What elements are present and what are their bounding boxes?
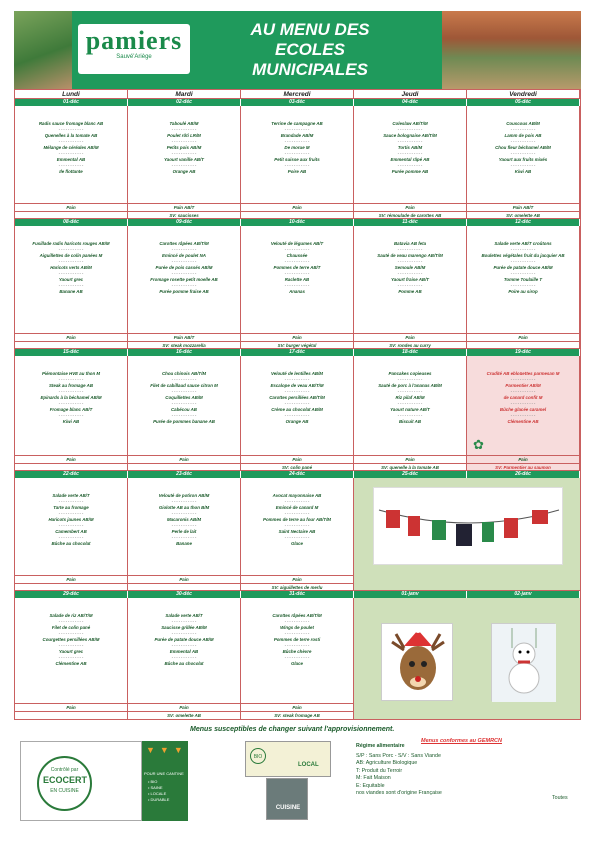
school-photo	[442, 11, 581, 89]
separator: - - - - - - - - - - -	[58, 655, 84, 659]
menu-item: Chou fleur béchamel AB/M	[495, 145, 551, 150]
veggie-alt-row: SV: steak fromage AB	[241, 711, 354, 719]
date-bar: 29-déc	[15, 591, 128, 598]
bread-row: Pain	[128, 703, 241, 711]
menu-item: Aiguillettes de colin panées M	[39, 253, 103, 258]
menu-cell	[241, 356, 354, 455]
menu-item: Epinards à la béchamel AB/M	[40, 395, 102, 400]
menu-item: Purée de patate douce AB/M	[154, 637, 214, 642]
bread-row: Pain	[241, 203, 354, 211]
separator: - - - - - - - - - - -	[397, 139, 423, 143]
separator: - - - - - - - - - - -	[171, 271, 197, 275]
legend-toutes: Toutes	[552, 795, 568, 801]
bread-row: Pain	[241, 575, 354, 583]
separator: - - - - - - - - - - -	[171, 283, 197, 287]
menu-item: Bûche au chocolat	[164, 661, 204, 666]
menu-item: Tarte au fromage	[53, 505, 89, 510]
menu-item: Saint Nectaire AB	[278, 529, 316, 534]
separator: - - - - - - - - - - -	[510, 389, 536, 393]
menu-item: Giolotte AB au thon B/M	[158, 505, 210, 510]
reindeer-image	[381, 623, 453, 701]
separator: - - - - - - - - - - -	[284, 247, 310, 251]
menu-cell	[241, 106, 354, 203]
bread-row: Pain	[467, 333, 580, 341]
menu-item: Salade de riz AB/T/M	[49, 613, 93, 618]
separator: - - - - - - - - - - -	[58, 499, 84, 503]
separator: - - - - - - - - - - -	[397, 163, 423, 167]
separator: - - - - - - - - - - -	[58, 259, 84, 263]
menu-item: Tomme Toulaille T	[503, 277, 543, 282]
veggie-alt-row	[15, 711, 128, 719]
menu-item: Pommes de terre AB/T	[273, 265, 321, 270]
veggie-alt-row: SV: quenelle à la tomate AB	[354, 463, 467, 471]
menu-cell	[128, 106, 241, 203]
separator: - - - - - - - - - - -	[171, 259, 197, 263]
menu-item: Riz pilaf AB/M	[395, 395, 425, 400]
day-header-1: Mardi	[128, 90, 241, 99]
separator: - - - - - - - - - - -	[510, 247, 536, 251]
menu-item: Purée pomme fraise AB	[159, 289, 209, 294]
separator: - - - - - - - - - - -	[510, 259, 536, 263]
separator: - - - - - - - - - - -	[284, 535, 310, 539]
date-bar: 01-janv	[354, 591, 467, 598]
separator: - - - - - - - - - - -	[284, 271, 310, 275]
change-note: Menus susceptibles de changer suivant l'approvisionnement.	[190, 726, 395, 733]
veggie-alt-row: SV: steak mozzarella	[128, 341, 241, 349]
menu-item: Tortis AB/M	[397, 145, 423, 150]
menu-item: Purée de pommes banane AB	[153, 419, 215, 424]
separator: - - - - - - - - - - -	[397, 413, 423, 417]
menu-item: Kiwi AB	[514, 169, 532, 174]
separator: - - - - - - - - - - -	[397, 283, 423, 287]
separator: - - - - - - - - - - -	[284, 643, 310, 647]
menu-item: Piémontaise HVE au thon M	[41, 371, 101, 376]
separator: - - - - - - - - - - -	[397, 247, 423, 251]
date-bar: 16-déc	[128, 349, 241, 356]
menu-item: Ananas	[289, 289, 305, 294]
separator: - - - - - - - - - - -	[58, 631, 84, 635]
separator: - - - - - - - - - - -	[171, 499, 197, 503]
menu-item: Kiwi AB	[62, 419, 80, 424]
veggie-alt-row: SV: rondes au curry	[354, 341, 467, 349]
menu-item: Fromage rosette petit moelle AB	[150, 277, 218, 282]
date-bar: 02-janv	[467, 591, 580, 598]
bread-row: Pain	[15, 455, 128, 463]
ecocert-badge: Contrôlé par ECOCERT EN CUISINE	[20, 741, 142, 821]
menu-item: Sauce bolognaise AB/T/M	[383, 133, 437, 138]
bread-row: Pain	[128, 455, 241, 463]
logo-name: pamiers	[85, 26, 183, 55]
menu-cell	[128, 356, 241, 455]
menu-item: Clémentine AB	[507, 419, 539, 424]
separator: - - - - - - - - - - -	[58, 643, 84, 647]
menu-item: Couscous AB/M	[506, 121, 540, 126]
separator: - - - - - - - - - - -	[510, 283, 536, 287]
menu-cell	[241, 598, 354, 703]
veggie-alt-row: SV: omelette AB	[128, 711, 241, 719]
cantine-badge: ▼▼▼ POUR UNE CANTINE • BIO • SAINE • LOCALE • DURABLE	[142, 741, 188, 821]
day-header-3: Jeudi	[354, 90, 467, 99]
menu-item: Batavia AB feta	[393, 241, 427, 246]
date-bar: 11-déc	[354, 219, 467, 226]
bread-row: Pain	[354, 455, 467, 463]
menu-item: Macaronis AB/M	[167, 517, 201, 522]
separator: - - - - - - - - - - -	[510, 139, 536, 143]
menu-item: Yaourt nature AB/T	[390, 407, 430, 412]
menu-item: Quenelles à la tomate AB	[44, 133, 98, 138]
menu-item: Raclette AB	[284, 277, 310, 282]
veggie-alt-row: SV: rémoulade de carottes AB	[354, 211, 467, 219]
separator: - - - - - - - - - - -	[171, 631, 197, 635]
menu-cell	[15, 478, 128, 575]
children-photo	[14, 11, 72, 89]
menu-item: Terrine de campagne AB	[271, 121, 323, 126]
menu-item: Radis sauce fromage blanc AB	[38, 121, 104, 126]
date-bar: 10-déc	[241, 219, 354, 226]
menu-cell	[128, 598, 241, 703]
menu-item: Orange AB	[172, 169, 196, 174]
menu-item: Yaourt grec	[58, 277, 84, 282]
date-bar: 17-déc	[241, 349, 354, 356]
day-header-4: Vendredi	[467, 90, 580, 99]
separator: - - - - - - - - - - -	[171, 511, 197, 515]
menu-item: Purée de pois cassés AB/M	[155, 265, 213, 270]
menu-item: Emmental AB	[169, 649, 199, 654]
day-header-2: Mercredi	[241, 90, 354, 99]
date-bar: 08-déc	[15, 219, 128, 226]
date-bar: 22-déc	[15, 471, 128, 478]
gemrcn-note: Menus conformes au GEMRCN	[421, 738, 502, 744]
separator: - - - - - - - - - - -	[58, 413, 84, 417]
menu-item: Glace	[291, 661, 303, 666]
menu-item: Fromage blanc AB/T	[49, 407, 93, 412]
menu-item: Carottes râpées AB/T/M	[272, 613, 322, 618]
menu-item: Petits pois AB/M	[166, 145, 202, 150]
menu-item: Purée de patate douce AB/M	[493, 265, 553, 270]
menu-item: Biscuit AB	[398, 419, 422, 424]
separator: - - - - - - - - - - -	[171, 535, 197, 539]
menu-item: Cabécou AB	[171, 407, 197, 412]
bread-row: Pain	[467, 455, 580, 463]
separator: - - - - - - - - - - -	[58, 139, 84, 143]
menu-item: Avocat mayonnaise AB	[272, 493, 322, 498]
veggie-alt-row: SV: burger végétal	[241, 341, 354, 349]
menu-cell	[128, 226, 241, 333]
menu-item: Semoule AB/M	[394, 265, 426, 270]
separator: - - - - - - - - - - -	[284, 523, 310, 527]
carrot-icon: ▼▼▼	[146, 745, 188, 755]
menu-item: Carottes persillées AB/T/M	[269, 395, 325, 400]
separator: - - - - - - - - - - -	[58, 401, 84, 405]
menu-item: Pommes de terre au four AB/T/M	[263, 517, 331, 522]
separator: - - - - - - - - - - -	[397, 271, 423, 275]
menu-item: Salade verte AB/T	[52, 493, 90, 498]
menu-item: Yaourt aux fruits mixés	[498, 157, 548, 162]
menu-cell	[15, 106, 128, 203]
separator: - - - - - - - - - - -	[171, 523, 197, 527]
menu-cell	[354, 106, 467, 203]
separator: - - - - - - - - - - -	[58, 377, 84, 381]
separator: - - - - - - - - - - -	[171, 139, 197, 143]
separator: - - - - - - - - - - -	[58, 271, 84, 275]
menu-cell	[467, 106, 580, 203]
veggie-alt-row: SV: aiguillettes de merlu	[241, 583, 354, 591]
separator: - - - - - - - - - - -	[58, 389, 84, 393]
separator: - - - - - - - - - - -	[284, 631, 310, 635]
cuisine-badge: CUISINE	[266, 778, 308, 820]
separator: - - - - - - - - - - -	[58, 511, 84, 515]
separator: - - - - - - - - - - -	[171, 127, 197, 131]
menu-item: Velouté de lentilles AB/M	[271, 371, 323, 376]
separator: - - - - - - - - - - -	[284, 259, 310, 263]
date-bar: 12-déc	[467, 219, 580, 226]
menu-item: Banane AB	[59, 289, 83, 294]
date-bar: 31-déc	[241, 591, 354, 598]
separator: - - - - - - - - - - -	[171, 163, 197, 167]
menu-item: Camembert AB	[55, 529, 87, 534]
menu-item: Lamm de pois AB	[504, 133, 542, 138]
menu-item: Chou chinois AB/T/M	[162, 371, 206, 376]
menu-item: Mélange de céréales AB/M	[43, 145, 99, 150]
separator: - - - - - - - - - - -	[397, 127, 423, 131]
separator: - - - - - - - - - - -	[58, 619, 84, 623]
bio-label: BIO	[250, 748, 266, 764]
bread-row: Pain	[354, 203, 467, 211]
date-bar: 26-déc	[467, 471, 580, 478]
separator: - - - - - - - - - - -	[58, 283, 84, 287]
menu-cell	[241, 226, 354, 333]
menu-item: Pommes de terre rosti	[273, 637, 321, 642]
date-bar: 30-déc	[128, 591, 241, 598]
menu-item: Haricots jaunes AB/M	[48, 517, 94, 522]
separator: - - - - - - - - - - -	[58, 535, 84, 539]
menu-item: Velouté de légumes AB/T	[270, 241, 324, 246]
bread-row: Pain	[241, 703, 354, 711]
separator: - - - - - - - - - - -	[171, 247, 197, 251]
page-title: AU MENU DES ECOLES MUNICIPALES	[250, 20, 370, 79]
menu-item: Coquillettes AB/M	[165, 395, 203, 400]
menu-item: Glace	[291, 541, 303, 546]
bio-local-badge	[245, 741, 331, 777]
menu-cell	[15, 226, 128, 333]
menu-item: Velouté de potiron AB/M	[158, 493, 210, 498]
separator: - - - - - - - - - - -	[284, 163, 310, 167]
menu-item: Saucisse grillée AB/M	[161, 625, 207, 630]
separator: - - - - - - - - - - -	[510, 401, 536, 405]
separator: - - - - - - - - - - -	[58, 163, 84, 167]
menu-item: Bûche au chocolat	[51, 541, 91, 546]
menu-item: Haricots verts AB/M	[50, 265, 92, 270]
separator: - - - - - - - - - - -	[510, 377, 536, 381]
menu-grid	[14, 89, 581, 720]
menu-item: Banane	[176, 541, 192, 546]
date-bar: 19-déc	[467, 349, 580, 356]
snowman-image	[491, 623, 555, 701]
separator: - - - - - - - - - - -	[397, 377, 423, 381]
menu-item: Poulet rôti LR/M	[167, 133, 201, 138]
menu-cell	[354, 226, 467, 333]
menu-item: Courgettes persillées AB/M	[42, 637, 100, 642]
separator: - - - - - - - - - - -	[284, 283, 310, 287]
menu-item: Brandade AB/M	[280, 133, 314, 138]
separator: - - - - - - - - - - -	[510, 413, 536, 417]
veggie-alt-row: SV: colin pané	[241, 463, 354, 471]
menu-item: Clémentine AB	[55, 661, 87, 666]
menu-cell	[241, 478, 354, 575]
menu-item: Filet de colin pané	[51, 625, 91, 630]
menu-item: Chaussée	[286, 253, 308, 258]
menu-item: Carottes râpées AB/T/M	[159, 241, 209, 246]
date-bar: 09-déc	[128, 219, 241, 226]
menu-item: Perle de lait	[171, 529, 197, 534]
menu-item: Emmental AB	[56, 157, 86, 162]
date-bar: 24-déc	[241, 471, 354, 478]
menu-item: de canard confit M	[503, 395, 543, 400]
separator: - - - - - - - - - - -	[58, 127, 84, 131]
menu-cell	[467, 226, 580, 333]
menu-cell	[15, 598, 128, 703]
menu-item: De morue M	[284, 145, 310, 150]
menu-item: Emincé de canard M	[275, 505, 319, 510]
date-bar: 15-déc	[15, 349, 128, 356]
separator: - - - - - - - - - - -	[171, 389, 197, 393]
logo-subtitle: Sauvé'Ariège	[116, 54, 152, 60]
separator: - - - - - - - - - - -	[397, 259, 423, 263]
menu-item: Salade verte AB/T croûtons	[494, 241, 552, 246]
menu-item: Boulettes végétales fruit du jacquier AB	[481, 253, 565, 258]
separator: - - - - - - - - - - -	[284, 655, 310, 659]
menu-item: Sauté de veau marengo AB/T/M	[377, 253, 443, 258]
day-header-0: Lundi	[15, 90, 128, 99]
separator: - - - - - - - - - - -	[284, 151, 310, 155]
separator: - - - - - - - - - - -	[284, 619, 310, 623]
menu-cell	[354, 356, 467, 455]
menu-item: Yaourt vanille AB/T	[164, 157, 204, 162]
menu-item: Crudité AB ebloüettes parmesan M	[486, 371, 560, 376]
menu-item: Sauté de porc à l'ananas AB/M	[378, 383, 442, 388]
separator: - - - - - - - - - - -	[397, 389, 423, 393]
bread-row: Pain	[241, 455, 354, 463]
menu-item: Coleslaw AB/T/M	[392, 121, 428, 126]
bread-row: Pain	[15, 333, 128, 341]
date-bar: 18-déc	[354, 349, 467, 356]
menu-item: Escalope de veau AB/T/M	[270, 383, 324, 388]
separator: - - - - - - - - - - -	[171, 619, 197, 623]
local-label: LOCAL	[298, 762, 319, 768]
christmas-garland-image	[373, 487, 563, 565]
separator: - - - - - - - - - - -	[510, 151, 536, 155]
separator: - - - - - - - - - - -	[284, 511, 310, 515]
menu-item: Crème au chocolat AB/M	[271, 407, 323, 412]
menu-item: Poire au sirop	[508, 289, 538, 294]
menu-item: Poire AB	[287, 169, 307, 174]
separator: - - - - - - - - - - -	[397, 401, 423, 405]
menu-item: Petit suisse aux fruits	[274, 157, 320, 162]
menu-item: Yaourt fraise AB/T	[391, 277, 429, 282]
date-bar: 02-déc	[128, 99, 241, 106]
separator: - - - - - - - - - - -	[58, 247, 84, 251]
menu-item: Yaourt grec	[58, 649, 84, 654]
menu-item: Wings de poulet	[280, 625, 314, 630]
separator: - - - - - - - - - - -	[284, 401, 310, 405]
menu-item: Bûche glacée caramel	[499, 407, 547, 412]
separator: - - - - - - - - - - -	[510, 271, 536, 275]
separator: - - - - - - - - - - -	[284, 139, 310, 143]
separator: - - - - - - - - - - -	[284, 413, 310, 417]
veggie-alt-row: SV: omelette AB	[467, 211, 580, 219]
date-bar: 03-déc	[241, 99, 354, 106]
menu-item: Steak au fromage AB	[48, 383, 93, 388]
menu-cell	[128, 478, 241, 575]
date-bar: 23-déc	[128, 471, 241, 478]
bread-row: Pain AB/T	[128, 203, 241, 211]
date-bar: 25-déc	[354, 471, 467, 478]
separator: - - - - - - - - - - -	[284, 377, 310, 381]
bread-row: Pain	[354, 333, 467, 341]
separator: - - - - - - - - - - -	[510, 127, 536, 131]
menu-item: Filet de cabillaud sauce citron M	[150, 383, 218, 388]
menu-item: Taboulé AB/M	[169, 121, 199, 126]
separator: - - - - - - - - - - -	[171, 655, 197, 659]
separator: - - - - - - - - - - -	[397, 151, 423, 155]
separator: - - - - - - - - - - -	[284, 499, 310, 503]
veggie-alt-row: SV: saucisses	[128, 211, 241, 219]
bread-row: Pain	[241, 333, 354, 341]
date-bar: 04-déc	[354, 99, 467, 106]
separator: - - - - - - - - - - -	[58, 151, 84, 155]
pamiers-logo	[78, 24, 190, 74]
bread-row: Pain	[128, 575, 241, 583]
bread-row: Pain	[15, 203, 128, 211]
bread-row: Pain	[15, 575, 128, 583]
menu-item: Orange AB	[285, 419, 309, 424]
menu-cell	[15, 356, 128, 455]
separator: - - - - - - - - - - -	[284, 389, 310, 393]
menu-item: Salade verte AB/T	[165, 613, 203, 618]
bread-row: Pain AB/T	[128, 333, 241, 341]
separator: - - - - - - - - - - -	[171, 151, 197, 155]
menu-item: Purée pomme AB	[391, 169, 429, 174]
separator: - - - - - - - - - - -	[510, 163, 536, 167]
holly-icon: ✿	[473, 437, 484, 452]
date-bar: 01-déc	[15, 99, 128, 106]
diet-legend: Régime alimentaire S/P : Sans Porc - S/V : Sans Viande AB: Agriculture Biologique T: Produit du Terroir M: Fait Maison E: Equitable nos viandes sont d'origine Française	[356, 743, 442, 796]
menu-item: Bûche chèvre	[282, 649, 312, 654]
menu-item: Emmental râpé AB	[390, 157, 430, 162]
menu-item: Emincé de poulet NA	[162, 253, 206, 258]
separator: - - - - - - - - - - -	[171, 401, 197, 405]
bread-row: Pain AB/T	[467, 203, 580, 211]
separator: - - - - - - - - - - -	[171, 413, 197, 417]
separator: - - - - - - - - - - -	[284, 127, 310, 131]
separator: - - - - - - - - - - -	[171, 643, 197, 647]
menu-item: Fusillade radis haricots rouges AB/M	[32, 241, 110, 246]
bread-row: Pain	[15, 703, 128, 711]
menu-item: Pancakes copieuses	[388, 371, 432, 376]
menu-item: Pomme AB	[398, 289, 422, 294]
menu-item: Parmentier AB/M	[505, 383, 541, 388]
menu-item: Ile flottante	[59, 169, 83, 174]
separator: - - - - - - - - - - -	[171, 377, 197, 381]
separator: - - - - - - - - - - -	[58, 523, 84, 527]
veggie-alt-row: SV: Parmentier au saumon	[467, 463, 580, 471]
date-bar: 05-déc	[467, 99, 580, 106]
